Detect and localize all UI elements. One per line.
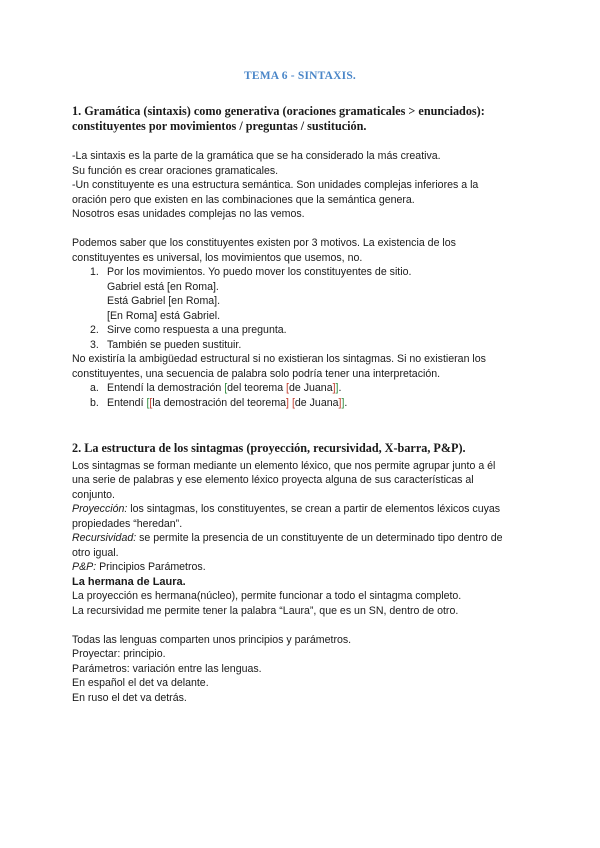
document-title: TEMA 6 - SINTAXIS. (243, 70, 357, 82)
paragraph-line: -Un constituyente es una estructura semántica. Son unidades complejas inferiores a la (72, 179, 479, 191)
list-text: También se pueden sustituir. (107, 339, 242, 351)
bracket-close: ] (341, 397, 345, 409)
list-number: 1. (90, 266, 99, 278)
definition-pp (72, 560, 206, 574)
paragraph-line: En español el det va delante. (72, 677, 209, 689)
definition-recursividad (72, 531, 503, 545)
list-text: Por los movimientos. Yo puedo mover los constituyentes de sitio. (107, 266, 412, 278)
paragraph-line: -La sintaxis es la parte de la gramática que se ha considerado la más creativa. (72, 150, 441, 162)
paragraph-line: Proyectar: principio. (72, 648, 166, 660)
paragraph-line: Todas las lenguas comparten unos principios y parámetros. (72, 634, 352, 646)
list-number: 3. (90, 339, 99, 351)
paragraph-line: Podemos saber que los constituyentes existen por 3 motivos. La existencia de los (72, 237, 456, 249)
list-item (90, 265, 411, 279)
paragraph-line: constituyentes es universal, los movimientos que usemos, no. (72, 252, 363, 264)
item-label: b. (90, 397, 99, 409)
paragraph-line: Parámetros: variación entre las lenguas. (72, 663, 262, 675)
example-bold: La hermana de Laura. (72, 576, 186, 588)
bracket-open: [ (149, 397, 153, 409)
example-line: Está Gabriel [en Roma]. (107, 295, 221, 307)
list-item (90, 323, 287, 337)
paragraph-line: oración pero que existen en las combinaciones que la semántica genera. (72, 194, 415, 206)
bracket-close: ] (335, 382, 339, 394)
bracket-close: ] (286, 397, 289, 409)
example-text: de Juana (289, 382, 333, 394)
section1-heading-line2: constituyentes por movimientos / preguntas / sustitución. (72, 119, 367, 133)
definition-text: los sintagmas, los constituyentes, se crean a partir de elementos léxicos cuyas (127, 503, 501, 515)
section1-heading (72, 104, 542, 134)
example-text: Entendí la demostración (107, 382, 225, 394)
bracket-open: [ (224, 382, 228, 394)
paragraph-line: La proyección es hermana(núcleo), permite funcionar a todo el sintagma completo. (72, 590, 462, 602)
term-label: Recursividad: (72, 532, 137, 544)
example-text: Entendí (107, 397, 147, 409)
list-text: Sirve como respuesta a una pregunta. (107, 324, 287, 336)
section1-heading-line1: 1. Gramática (sintaxis) como generativa (oraciones gramaticales > enunciados): (72, 104, 485, 118)
definition-text: Principios Parámetros. (96, 561, 206, 573)
example-text: de Juana (294, 397, 339, 409)
bracket-close: ] (338, 397, 342, 409)
paragraph-line: En ruso el det va detrás. (72, 692, 187, 704)
section2-heading: 2. La estructura de los sintagmas (proyección, recursividad, X-barra, P&P). (72, 441, 466, 455)
example-text: del teorema (227, 382, 287, 394)
paragraph-line: Nosotros esas unidades complejas no las vemos. (72, 208, 305, 220)
paragraph-line: conjunto. (72, 489, 115, 501)
list-number: 2. (90, 324, 99, 336)
example-line: [En Roma] está Gabriel. (107, 310, 221, 322)
paragraph-line: Su función es crear oraciones gramaticales. (72, 165, 279, 177)
period: . (338, 382, 342, 394)
term-label: Proyección: (72, 503, 128, 515)
example-text: la demostración del teorema (152, 397, 287, 409)
bracket-close: ] (332, 382, 336, 394)
paragraph-line: una serie de palabras y ese elemento léxico proyecta alguna de sus características al (72, 474, 474, 486)
paragraph-line: La recursividad me permite tener la palabra “Laura”, que es un SN, dentro de otro. (72, 605, 459, 617)
term-label: P&P: (72, 561, 97, 573)
example-item-b (90, 396, 347, 410)
list-item (90, 338, 241, 352)
example-item-a (90, 381, 341, 395)
bracket-open: [ (146, 397, 150, 409)
bracket-open: [ (291, 397, 295, 409)
period: . (344, 397, 348, 409)
paragraph-line: No existiría la ambigüedad estructural si no existieran los sintagmas. Si no existieran los (72, 353, 486, 365)
paragraph-line: constituyentes, una secuencia de palabra solo podría tener una interpretación. (72, 368, 441, 380)
paragraph-line: otro igual. (72, 547, 119, 559)
definition-proyeccion (72, 502, 500, 516)
definition-text: se permite la presencia de un constituyente de un determinado tipo dentro de (136, 532, 503, 544)
example-line: Gabriel está [en Roma]. (107, 281, 219, 293)
item-label: a. (90, 382, 99, 394)
paragraph-line: Los sintagmas se forman mediante un elemento léxico, que nos permite agrupar junto a él (72, 460, 496, 472)
bracket-open: [ (286, 382, 289, 394)
paragraph-line: propiedades “heredan”. (72, 518, 183, 530)
